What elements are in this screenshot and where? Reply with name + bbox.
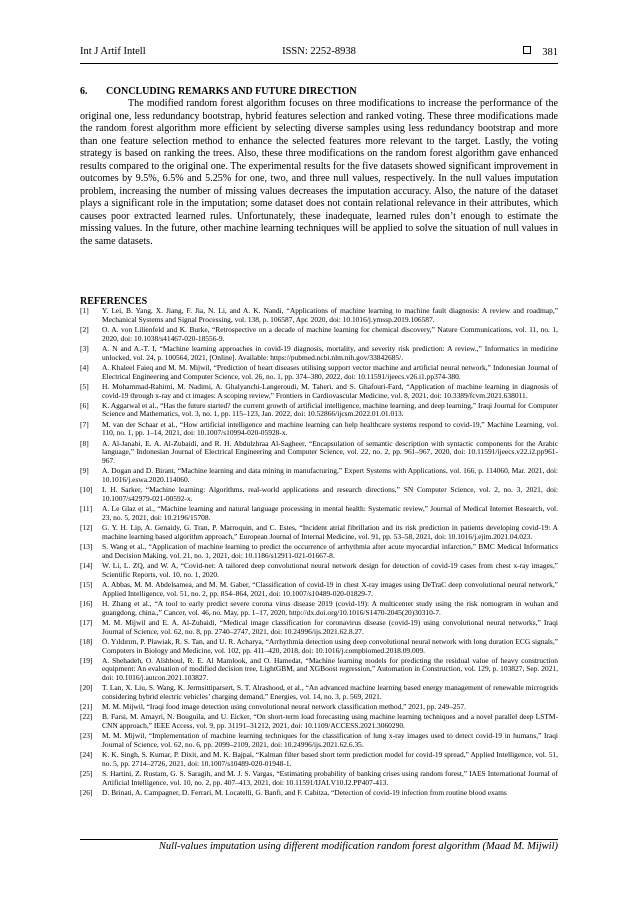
reference-number: [18] [80,636,93,646]
page-number-group [523,46,558,58]
checkbox-square-icon [523,46,531,54]
reference-number: [4] [80,362,89,372]
reference-number: [3] [80,343,89,353]
reference-text: M. M. Mijwil, “Implementation of machine learning techniques for the classification of lung x-ray images used to detect covid-19 in humans,” Iraqi Journal of Science, vol. 62, no. 6, pp. 2099–2109, 2021, doi: 10.24996/ijs.2021.62.6.35. [102,731,558,750]
section-title: CONCLUDING REMARKS AND FUTURE DIRECTION [106,86,357,97]
reference-item [80,467,558,485]
reference-item [80,562,558,580]
reference-text: B. Farsi, M. Amayri, N. Bouguila, and U. Eicker, “On short-term load forecasting using machine learning techniques and a novel parallel deep LSTM-CNN approach,” IEEE Access, vol. 9, pp. 31191–31212, 2021, doi: 10.1109/ACCESS.2021.3060290. [102,712,558,731]
reference-number: [26] [80,788,93,798]
reference-number: [1] [80,306,89,315]
reference-number: [20] [80,683,93,693]
reference-item [80,713,558,731]
reference-item [80,440,558,466]
reference-item [80,770,558,788]
reference-text: A. Le Glaz et al., “Machine learning and natural language processing in mental health: Systematic review,” Journal of Medical Internet Research, vol. 23, no. 5, 2021, doi: 10.2196/15708. [102,504,558,522]
reference-item [80,421,558,439]
conclusion-paragraph: The modified random forest algorithm focuses on three modifications to increase the performance of the original one, less redundancy bootstrap, hybrid features selection and ranked voting. These three modifications made the random forest algorithm more efficient by selecting diverse samples using less redundancy bootstrap and more than one feature selection method to enhance the selected features more relevant to the target. Lastly, the voting strategy is based on ranking the trees. Also, these three modifications on the random forest algorithm gave enhanced results compared to the original one. The experimental results for the five datasets showed significant improvement in outcomes by 9.5%, 6.5% and 5.25% for one, two, and three null values, respectively. In the null values imputation problem, increasing the number of missing values decreases the imputation accuracy. Also, the nature of the dataset plays a significant role in the imputation; some dataset does not contain relational relevance in their attributes, which causes poor extracted learned rules. Unfortunately, these inadequate, learned rules don’t enough to estimate the missing values. In the future, other machine learning techniques will be applied to solve the situation of null values in the same datasets. [80,98,558,247]
journal-name: Int J Artif Intell [80,46,146,57]
reference-number: [21] [80,702,93,712]
reference-text: Y. Lei, B. Yang, X. Jiang, F. Jia, N. Li, and A. K. Nandi, “Applications of machine learning to machine fault diagnosis: A review and roadmap,” Mechanical Systems and Signal Processing, vol. 138, p. 106587, Apr. 2020, doi: 10.1016/j.ymssp.2019.106587. [102,306,558,324]
reference-number: [23] [80,731,93,741]
reference-item [80,732,558,750]
reference-number: [24] [80,750,93,760]
reference-item [80,524,558,542]
reference-item [80,486,558,504]
reference-item [80,703,558,712]
reference-text: H. Mohammad-Rahimi, M. Nadimi, A. Ghalyanchi-Langeroudi, M. Taheri, and S. Ghafouri-Fard, “Application of machine learning in diagnosis of covid-19 through x-ray and ct images: A scoping review,” Frontiers in Cardiovascular Medicine, vol. 8, 2021, doi: 10.3389/fcvm.2021.638011. [102,381,558,400]
reference-text: S. Wang et al., “Application of machine learning to predict the occurrence of arrhythmia after acute myocardial infarction,” BMC Medical Informatics and Decision Making, vol. 21, no. 1, 2021, doi: 10.1186/s12911-021-01667-8. [102,542,558,560]
reference-text: A. Al-Janabi, E. A. Al-Zubaidi, and R. H. Abdulzhraa Al-Sagheer, “Encapsulation of semantic description with syntactic components for the Arabic language,” Indonesian Journal of Electrical Engineering and Computer Science, vol. 22, no. 2, pp. 961–967, 2020, doi: 10.11591/ijeecs.v22.i2.pp961-967. [102,438,558,466]
reference-number: [9] [80,466,89,476]
reference-text: M. M. Mijwil and E. A. Al-Zubaidi, “Medical image classification for coronavirus disease (covid-19) using convolutional neural networks,” Iraqi Journal of Science, vol. 62, no. 8, pp. 2740–2747, 2021, doi: 10.24996/ijs.2021.62.8.27. [102,617,558,636]
reference-item [80,751,558,769]
reference-text: K. Aggarwal et al., “Has the future started? the current growth of artificial intelligence, machine learning, and deep learning,” Iraqi Journal for Computer Science and Mathematics, vol. 3, no. 1, pp. 115–123, Jan. 2022, doi: 10.52866/ijcsm.2022.01.01.013. [102,400,558,419]
reference-item [80,307,558,325]
reference-number: [16] [80,598,93,608]
issn: ISSN: 2252-8938 [282,46,356,57]
reference-item [80,402,558,420]
reference-text: A. Shehadeh, O. Alshboul, R. E. Al Mamlook, and O. Hamedat, “Machine learning models for predicting the residual value of heavy construction equipment: An evaluation of modified decision tree, LightGBM, and XGBoost regression,” Automation in Construction, vol. 129, p. 103827, Sep. 2021, doi: 10.1016/j.autcon.2021.103827. [102,655,558,683]
reference-number: [17] [80,617,93,627]
reference-number: [19] [80,655,93,665]
reference-item [80,364,558,382]
reference-number: [22] [80,712,93,722]
reference-number: [25] [80,769,93,779]
reference-item [80,657,558,683]
reference-list [80,307,558,799]
header-divider [80,63,558,64]
reference-item [80,345,558,363]
reference-number: [7] [80,419,89,429]
reference-number: [2] [80,324,89,334]
reference-item [80,789,558,798]
reference-number: [12] [80,523,93,533]
reference-item [80,600,558,618]
reference-text: A. Khaleel Faieq and M. M. Mijwil, “Prediction of heart diseases utilising support vector machine and artificial neural network,” Indonesian Journal of Electrical Engineering and Computer Science, vol. 26, no. 1, pp. 374–380, 2022, doi: 10.11591/ijeecs.v26.i1.pp374-380. [102,362,558,381]
reference-text: A. N and A.-T. I, “Machine learning approaches in covid-19 diagnosis, mortality, and severity risk prediction: A review.,” Informatics in medicine unlocked, vol. 24, p. 100564, 2021, [Online]. Available: https://pubmed.ncbi.nlm.nih.gov/33842685/. [102,343,558,362]
references-heading: REFERENCES [80,296,148,307]
reference-text: T. Lan, X. Liu, S. Wang, K. Jermsittiparsert, S. T. Alrashood, et al., “An advanced machine learning based energy management of renewable microgrids considering hybrid electric vehicles’ charging demand,” Energies, vol. 14, no. 3, p. 569, 2021. [102,683,558,702]
reference-item [80,581,558,599]
reference-number: [8] [80,438,89,448]
reference-text: Ö. Yıldırım, P. Pławiak, R. S. Tan, and U. R. Acharya, “Arrhythmia detection using deep convolutional neural network with long duration ECG signals,” Computers in Biology and Medicine, vol. 102, pp. 411–420, 2018, doi: 10.1016/j.compbiomed.2018.09.009. [102,636,558,655]
reference-text: H. Zhang et al., “A tool to early predict severe corona virus disease 2019 (covid-19): A multicenter study using the risk nomogram in wuhan and guangdong, china.,” Cancer, vol. 46, no. May, pp. 1–17, 2020, http://dx.doi.org/10.1016/S1470-2045(20)30310-7. [102,598,558,617]
section-heading [80,86,357,97]
reference-item [80,638,558,656]
reference-number: [11] [80,504,93,514]
reference-text: O. A. von Lilienfeld and K. Burke, “Retrospective on a decade of machine learning for chemical discovery,” Nature Communications, vol. 11, no. 1, 2020, doi: 10.1038/s41467-020-18556-9. [102,324,558,343]
reference-item [80,505,558,523]
reference-number: [5] [80,381,89,391]
reference-item [80,383,558,401]
reference-number: [10] [80,485,93,495]
reference-number: [14] [80,560,93,570]
reference-text: W. Li, L. ZQ, and W. A, “Covid-net: A tailored deep convolutional neural network design for detection of covid-19 cases from chest x-ray images,” Scientific Reports, vol. 10, no. 1, 2020. [102,560,558,579]
reference-text: K. K. Singh, S. Kumar, P. Dixit, and M. K. Bajpai, “Kalman filter based short term prediction model for covid-19 spread,” Applied Intelligence, vol. 51, no. 5, pp. 2714–2726, 2021, doi: 10.1007/s10489-020-01948-1. [102,750,558,769]
reference-text: A. Dogan and D. Birant, “Machine learning and data mining in manufacturing,” Expert Systems with Applications, vol. 166, p. 114060, Mar. 2021, doi: 10.1016/j.eswa.2020.114060. [102,466,558,485]
reference-number: [6] [80,400,89,410]
reference-item [80,543,558,561]
reference-text: A. Abbas, M. M. Abdelsamea, and M. M. Gaber, “Classification of covid-19 in chest X-ray images using DeTraC deep convolutional neural network,” Applied Intelligence, vol. 51, no. 2, pp. 854–864, 2021, doi: 10.1007/s10489-020-01829-7. [102,579,558,598]
reference-text: G. Y. H. Lip, A. Genaidy, G. Tran, P. Marroquin, and C. Estes, “Incident atrial fibrillation and its risk prediction in patients developing covid-19: A machine learning based algorithm approach,” European Journal of Internal Medicine, vol. 91, pp. 53–58, 2021, doi: 10.1016/j.ejim.2021.04.023. [102,523,558,541]
page-number: 381 [542,47,558,58]
running-header [80,46,558,62]
footer-divider [80,839,558,840]
section-number: 6. [80,86,88,97]
reference-text: I. H. Sarker, “Machine learning: Algorithms, real-world applications and research directions,” SN Computer Science, vol. 2, no. 3, 2021, doi: 10.1007/s42979-021-00592-x. [102,485,558,504]
reference-number: [15] [80,579,93,589]
reference-text: M. M. Mijwil, “Iraqi food image detection using convolutional neural network classification method,” 2021, pp. 249–257. [102,702,466,712]
reference-number: [13] [80,542,93,552]
reference-item [80,684,558,702]
reference-text: S. Hartini, Z. Rustam, G. S. Saragih, and M. J. S. Vargas, “Estimating probability of banking crises using random forest,” IAES International Journal of Artificial Intelligence, vol. 10, no. 2, pp. 407–413, 2021, doi: 10.11591/IJAI.V10.I2.PP407-413. [102,769,558,788]
reference-item [80,326,558,344]
reference-text: D. Brinati, A. Campagner, D. Ferrari, M. Locatelli, G. Banfi, and F. Cabitza, “Detection of covid-19 infection from routine blood exams [102,788,507,798]
running-footer: Null-values imputation using different modification random forest algorithm (Maad M. Mijwil) [158,841,558,852]
reference-item [80,619,558,637]
reference-text: M. van der Schaar et al., “How artificial intelligence and machine learning can help healthcare systems respond to covid-19,” Machine Learning, vol. 110, no. 1, pp. 1–14, 2021, doi: 10.1007/s10994-020-05928-x. [102,419,558,438]
